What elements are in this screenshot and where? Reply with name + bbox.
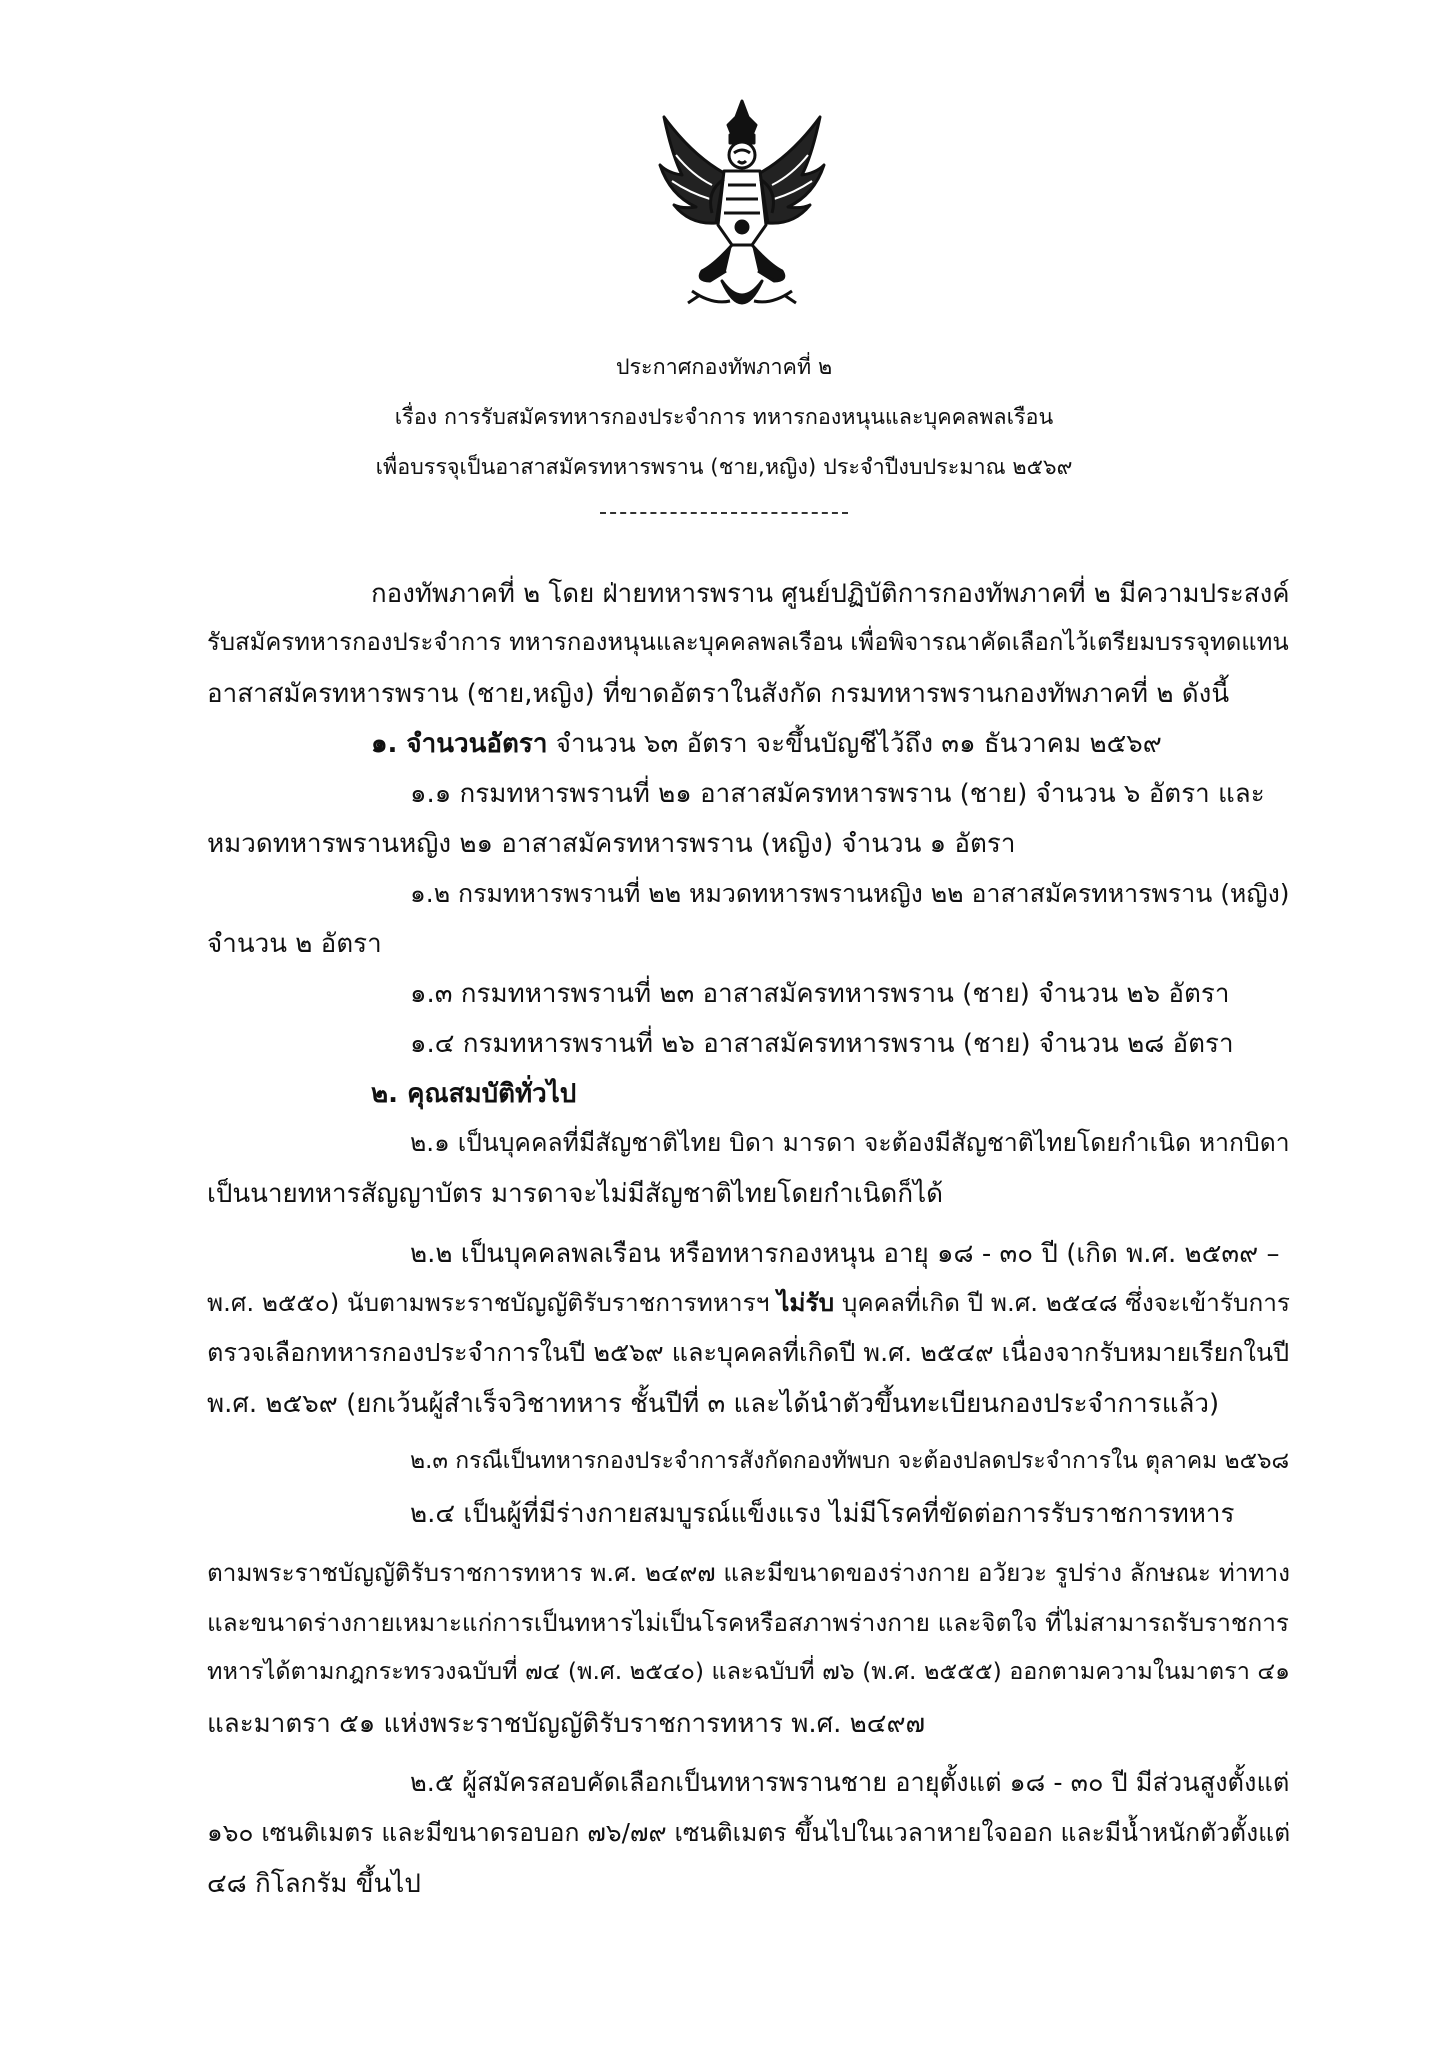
item-2-4-line-1: ๒.๔ เป็นผู้ที่มีร่างกายสมบูรณ์แข็งแรง ไม่มีโรคที่ขัดต่อการรับราชการทหาร [410, 1499, 1235, 1529]
item-1-1-line-1: ๑.๑ กรมทหารพรานที่ ๒๑ อาสาสมัครทหารพราน (ชาย) จำนวน ๖ อัตรา และ [410, 779, 1265, 809]
intro-line-3: อาสาสมัครทหารพราน (ชาย,หญิง) ที่ขาดอัตราในสังกัด กรมทหารพรานกองทัพภาคที่ ๒ ดังนี้ [207, 679, 1230, 709]
item-1-2-line-2: จำนวน ๒ อัตรา [207, 929, 382, 959]
item-2-1-line-1: ๒.๑ เป็นบุคคลที่มีสัญชาติไทย บิดา มารดา จะต้องมีสัญชาติไทยโดยกำเนิด หากบิดา [410, 1128, 1290, 1157]
item-1-1-line-2: หมวดทหารพรานหญิง ๒๑ อาสาสมัครทหารพราน (หญิง) จำนวน ๑ อัตรา [207, 829, 1016, 859]
item-2-5-line-2: ๑๖๐ เซนติเมตร และมีขนาดรอบอก ๗๖/๗๙ เซนติเมตร ขึ้นไปในเวลาหายใจออก และมีน้ำหนักตัวตั้งแต่ [207, 1818, 1291, 1847]
divider [600, 512, 848, 514]
item-1-4: ๑.๔ กรมทหารพรานที่ ๒๖ อาสาสมัครทหารพราน (ชาย) จำนวน ๒๘ อัตรา [410, 1029, 1234, 1059]
intro-line-1: กองทัพภาคที่ ๒ โดย ฝ่ายทหารพราน ศูนย์ปฏิบัติการกองทัพภาคที่ ๒ มีความประสงค์ [371, 579, 1290, 609]
item-2-4-line-4: ทหารได้ตามกฎกระทรวงฉบับที่ ๗๔ (พ.ศ. ๒๕๔๐) และฉบับที่ ๗๖ (พ.ศ. ๒๕๕๕) ออกตามความในมาตรา ๔๑ [207, 1657, 1290, 1685]
item-2-2-line-2 [207, 1283, 1290, 1322]
section-2-heading [371, 1073, 576, 1114]
item-2-4-line-3: และขนาดร่างกายเหมาะแก่การเป็นทหารไม่เป็นโรคหรือสภาพร่างกาย และจิตใจ ที่ไม่สามารถรับราชการ [207, 1608, 1289, 1637]
item-2-2-line-1: ๒.๒ เป็นบุคคลพลเรือน หรือทหารกองหนุน อายุ ๑๘ - ๓๐ ปี (เกิด พ.ศ. ๒๕๓๙ – [410, 1239, 1280, 1269]
item-2-4-line-2: ตามพระราชบัญญัติรับราชการทหาร พ.ศ. ๒๔๙๗ และมีขนาดของร่างกาย อวัยวะ รูปร่าง ลักษณะ ท่าทาง [207, 1558, 1290, 1587]
announcement-title: ประกาศกองทัพภาคที่ ๒ [615, 355, 833, 380]
item-1-2-line-1: ๑.๒ กรมทหารพรานที่ ๒๒ หมวดทหารพรานหญิง ๒๒ อาสาสมัครทหารพราน (หญิง) [410, 879, 1290, 908]
item-2-2-line-4: พ.ศ. ๒๕๖๙ (ยกเว้นผู้สำเร็จวิชาทหาร ชั้นปีที่ ๓ และได้นำตัวขึ้นทะเบียนกองประจำการแล้ว) [207, 1389, 1220, 1419]
announcement-subject: เรื่อง การรับสมัครทหารกองประจำการ ทหารกองหนุนและบุคคลพลเรือน [394, 405, 1054, 430]
section-1-title: ๑. จำนวนอัตรา [371, 729, 548, 759]
section-2-title: ๒. คุณสมบัติทั่วไป [371, 1079, 577, 1109]
intro-line-2: รับสมัครทหารกองประจำการ ทหารกองหนุนและบุคคลพลเรือน เพื่อพิจารณาคัดเลือกไว้เตรียมบรรจุทดแทน [207, 628, 1289, 656]
section-1-heading [371, 723, 1162, 764]
item-2-2-emphasis: ไม่รับ [777, 1288, 835, 1317]
announcement-subtitle: เพื่อบรรจุเป็นอาสาสมัครทหารพราน (ชาย,หญิง) ประจำปีงบประมาณ ๒๕๖๙ [375, 455, 1073, 480]
section-1-detail: จำนวน ๖๓ อัตรา จะขึ้นบัญชีไว้ถึง ๓๑ ธันวาคม ๒๕๖๙ [547, 729, 1162, 759]
item-2-2-line-3: ตรวจเลือกทหารกองประจำการในปี ๒๕๖๙ และบุคคลที่เกิดปี พ.ศ. ๒๕๔๙ เนื่องจากรับหมายเรียกในปี [207, 1338, 1290, 1367]
item-2-2-text-c: บุคคลที่เกิด ปี พ.ศ. ๒๕๔๘ ซึ่งจะเข้ารับการ [834, 1288, 1291, 1317]
item-1-3: ๑.๓ กรมทหารพรานที่ ๒๓ อาสาสมัครทหารพราน (ชาย) จำนวน ๒๖ อัตรา [410, 979, 1230, 1009]
item-2-4-line-5: และมาตรา ๕๑ แห่งพระราชบัญญัติรับราชการทหาร พ.ศ. ๒๔๙๗ [207, 1709, 926, 1739]
garuda-emblem-icon [652, 95, 832, 325]
item-2-5-line-3: ๔๘ กิโลกรัม ขึ้นไป [207, 1869, 421, 1899]
item-2-2-text-a: พ.ศ. ๒๕๕๐) นับตามพระราชบัญญัติรับราชการทหารฯ [207, 1288, 778, 1317]
item-2-3: ๒.๓ กรณีเป็นทหารกองประจำการสังกัดกองทัพบก จะต้องปลดประจำการใน ตุลาคม ๒๕๖๘ [410, 1448, 1290, 1474]
item-2-5-line-1: ๒.๕ ผู้สมัครสอบคัดเลือกเป็นทหารพรานชาย อายุตั้งแต่ ๑๘ - ๓๐ ปี มีส่วนสูงตั้งแต่ [410, 1767, 1290, 1797]
item-2-1-line-2: เป็นนายทหารสัญญาบัตร มารดาจะไม่มีสัญชาติไทยโดยกำเนิดก็ได้ [207, 1179, 944, 1209]
